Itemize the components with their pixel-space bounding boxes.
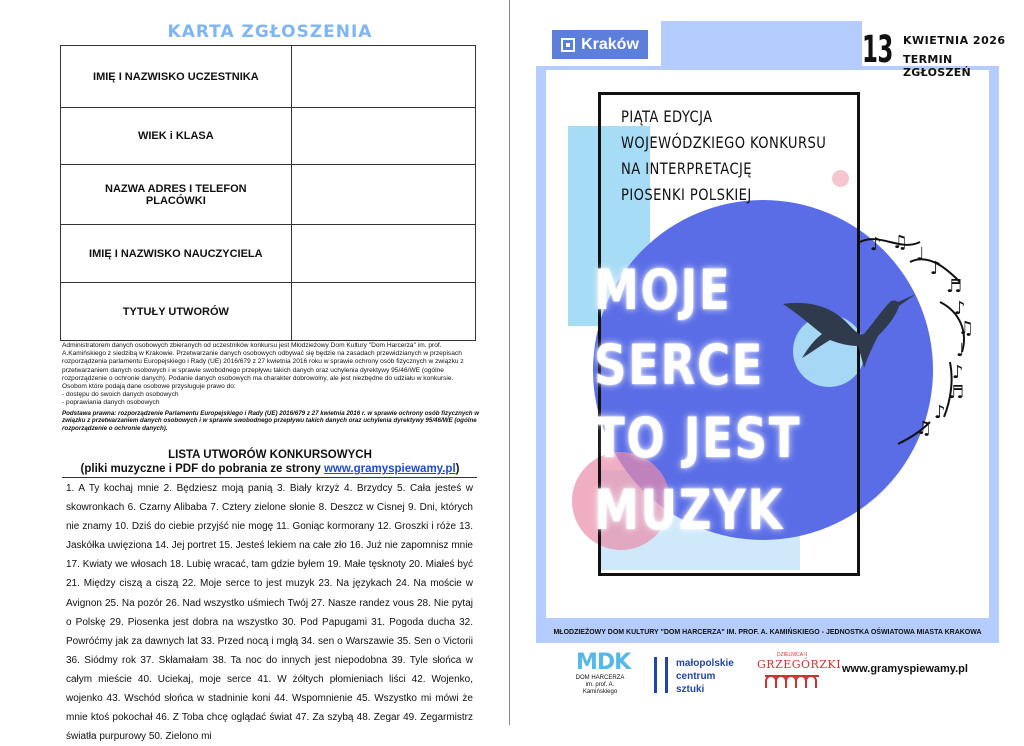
song-list-sub-suffix: ) bbox=[455, 463, 460, 475]
malopolskie-centrum-sztuki-logo bbox=[654, 657, 734, 697]
mcs-logo-mark bbox=[654, 657, 668, 693]
song-list-divider bbox=[62, 477, 477, 478]
application-form-table bbox=[60, 45, 476, 341]
song-list-sub-prefix: (pliki muzyczne i PDF do pobrania ze strony bbox=[80, 463, 324, 475]
svg-text:♫: ♫ bbox=[916, 418, 933, 439]
form-row bbox=[61, 46, 476, 108]
form-field-institution[interactable] bbox=[291, 165, 475, 225]
mdk-logo-line2: im. prof. A. Kamińskiego bbox=[582, 682, 618, 695]
mdk-logo-mark: MDK bbox=[576, 650, 631, 675]
website-link[interactable]: www.gramyspiewamy.pl bbox=[323, 463, 456, 475]
svg-text:♬: ♬ bbox=[946, 276, 963, 297]
gdpr-right-access: - dostępu do swoich danych osobowych bbox=[62, 391, 179, 399]
organizer-footer: MŁODZIEŻOWY DOM KULTURY "DOM HARCERZA" IM. PROF. A. KAMIŃSKIEGO - JEDNOSTKA OŚWIATOWA MIASTA KRAKOWA bbox=[536, 623, 999, 643]
form-row bbox=[61, 225, 476, 283]
form-title: KARTA ZGŁOSZENIA bbox=[167, 22, 373, 42]
edition-line: PIOSENKI POLSKIEJ bbox=[621, 185, 752, 204]
svg-text:♫: ♫ bbox=[958, 318, 975, 339]
mcs-logo-line: małopolskie bbox=[676, 658, 734, 669]
song-list-heading bbox=[60, 448, 480, 476]
edition-text bbox=[621, 104, 892, 208]
grzegorzki-arches-icon bbox=[764, 673, 820, 689]
song-list-subtitle bbox=[60, 462, 480, 476]
form-field-teacher[interactable] bbox=[291, 225, 475, 283]
poster-title-line: MOJE bbox=[594, 258, 732, 322]
poster-title-line: TO JEST bbox=[594, 406, 802, 470]
mdk-logo bbox=[570, 650, 630, 710]
mcs-logo-line: sztuki bbox=[676, 684, 705, 695]
form-field-participant[interactable] bbox=[291, 46, 475, 108]
krakow-logo-text: Kraków bbox=[581, 35, 639, 53]
form-row bbox=[61, 283, 476, 341]
svg-text:♩: ♩ bbox=[956, 340, 965, 361]
gdpr-paragraph: Administratorem danych osobowych zbieranych od uczestników konkursu jest Młodzieżowy Dom Kultury "Dom Harcerza" im. prof. A.Kamińskiego z siedzibą w Krakowie. Przetwarzanie danych osobowych odbywać się będzie na zasadach przewidzianych w przepisach rozporządzenia parlamentu Europejskiego i Rady (UE) 2016/679 z 27 kwietnia 2016 roku w sprawie ochrony osób fizycznych w związku z przetwarzaniem danych osobowych i w sprawie swobodnego przepływu takich danych oraz uchylenia dyrektywy 95/46/WE (ogólne rozporządzenie o ochronie danych). Podanie danych osobowych ma charakter dobrowolny, ale jest niezbędne do udziału w konkursie. bbox=[62, 342, 464, 382]
svg-text:♪: ♪ bbox=[952, 362, 964, 383]
deadline-month-year: KWIETNIA 2026 bbox=[903, 34, 1006, 47]
form-row bbox=[61, 165, 476, 225]
music-notes-icon bbox=[850, 222, 980, 452]
gdpr-notice bbox=[62, 342, 482, 432]
edition-line: WOJEWÓDZKIEGO KONKURSU bbox=[621, 133, 827, 152]
svg-text:♪: ♪ bbox=[934, 402, 946, 423]
grzegorzki-logo-name: GRZEGÓRZKI bbox=[757, 658, 842, 671]
svg-text:♫: ♫ bbox=[892, 232, 909, 253]
website-text[interactable]: www.gramyspiewamy.pl bbox=[842, 663, 968, 675]
song-list-title: LISTA UTWORÓW KONKURSOWYCH bbox=[168, 449, 372, 461]
grzegorzki-logo-top: DZIELNICA II bbox=[776, 652, 807, 658]
form-label-teacher: IMIĘ I NAZWISKO NAUCZYCIELA bbox=[61, 225, 292, 283]
svg-text:♩: ♩ bbox=[916, 244, 925, 265]
form-field-age-class[interactable] bbox=[291, 108, 475, 165]
mdk-logo-line1: DOM HARCERZA bbox=[575, 675, 625, 681]
mcs-logo-text bbox=[676, 657, 734, 696]
form-label-institution: NAZWA ADRES I TELEFON PLACÓWKI bbox=[61, 165, 292, 225]
edition-line: PIĄTA EDYCJA bbox=[621, 107, 713, 126]
poster-title-line: MUZYK bbox=[594, 478, 785, 542]
svg-text:♪: ♪ bbox=[870, 234, 882, 255]
krakow-logo bbox=[552, 30, 648, 59]
mcs-logo-line: centrum bbox=[676, 671, 716, 682]
form-label-age-class: WIEK i KLASA bbox=[61, 108, 292, 165]
svg-text:♪: ♪ bbox=[930, 258, 942, 279]
edition-line: NA INTERPRETACJĘ bbox=[621, 159, 753, 178]
poster-title-line: SERCE bbox=[594, 333, 765, 397]
svg-text:♪: ♪ bbox=[954, 298, 966, 319]
form-label-participant: IMIĘ I NAZWISKO UCZESTNIKA bbox=[61, 46, 292, 108]
form-row bbox=[61, 108, 476, 165]
krakow-logo-icon bbox=[561, 38, 575, 52]
form-field-song-titles[interactable] bbox=[291, 283, 475, 341]
form-label-song-titles: TYTUŁY UTWORÓW bbox=[61, 283, 292, 341]
gdpr-rights-intro: Osobom które podają dane osobowe przysługuje prawo do: bbox=[62, 383, 236, 391]
gdpr-legal-basis: Podstawa prawna: rozporządzenie Parlamentu Europejskiego i Rady (UE) 2016/679 z 27 kwietnia 2016 r. w sprawie ochrony osób fizycznych w związku z przetwarzaniem danych osobowych i w sprawie swobodnego przepływu takich danych oraz uchylenia dyrektywy 95/46/WE (ogólne rozporządzenie o ochronie danych). bbox=[62, 409, 480, 432]
page-divider bbox=[509, 0, 510, 725]
song-list: 1. A Ty kochaj mnie 2. Będziesz moją panią 3. Biały krzyż 4. Brzydcy 5. Cała jesteś w skowronkach 6. Czarny Alibaba 7. Cztery zielone słonie 8. Deszcz w Cisnej 9. Dni, których nie znamy 10. Dziś do ciebie przyjść nie mogę 11. Goniąc kormorany 12. Groszki i róże 13. Jaskółka uwięziona 14. Jej portret 15. Jesteś lekiem na całe zło 16. Już nie zapomnisz mnie 17. Kwiaty we włosach 18. Lubię wracać, tam gdzie byłem 19. Małe tęsknoty 20. Miałeś być 21. Między ciszą a ciszą 22. Moje serce to jest muzyk 23. Na językach 24. Na moście w Avignon 25. Na pozór 26. Nad wszystko uśmiech Twój 27. Nasze randez vous 28. Nie pytaj o Polskę 29. Piosenka jest dobra na wszystko 30. Pod Papugami 31. Pogoda ducha 32. Powróćmy jak za dawnych lat 33. Przed nocą i mgłą 34. sen o Warszawie 35. Sen o Victorii 36. Siódmy rok 37. Skłamałam 38. Ta noc do innych jest niepodobna 39. Tyle słońca w całym mieście 40. Uciekaj, moje serce 41. W żółtych płomieniach liści 42. Wojenko, wojenko 43. Wschód słońca w stadninie koni 44. Wspomnienie 45. Wszystko mi mówi że mnie ktoś pokochał 46. Z Toba chcę oglądać świat 47. Za szybą 48. Zegar 49. Zegarmistrz światła purpurowy 50. Zielono mi bbox=[66, 483, 473, 743]
gdpr-right-correct: - poprawiania danych osobowych bbox=[62, 399, 160, 407]
grzegorzki-logo bbox=[757, 652, 842, 702]
deadline-label: TERMIN ZGŁOSZEŃ bbox=[903, 53, 972, 79]
deadline-day: 13 bbox=[862, 28, 893, 71]
svg-text:♬: ♬ bbox=[948, 382, 965, 403]
